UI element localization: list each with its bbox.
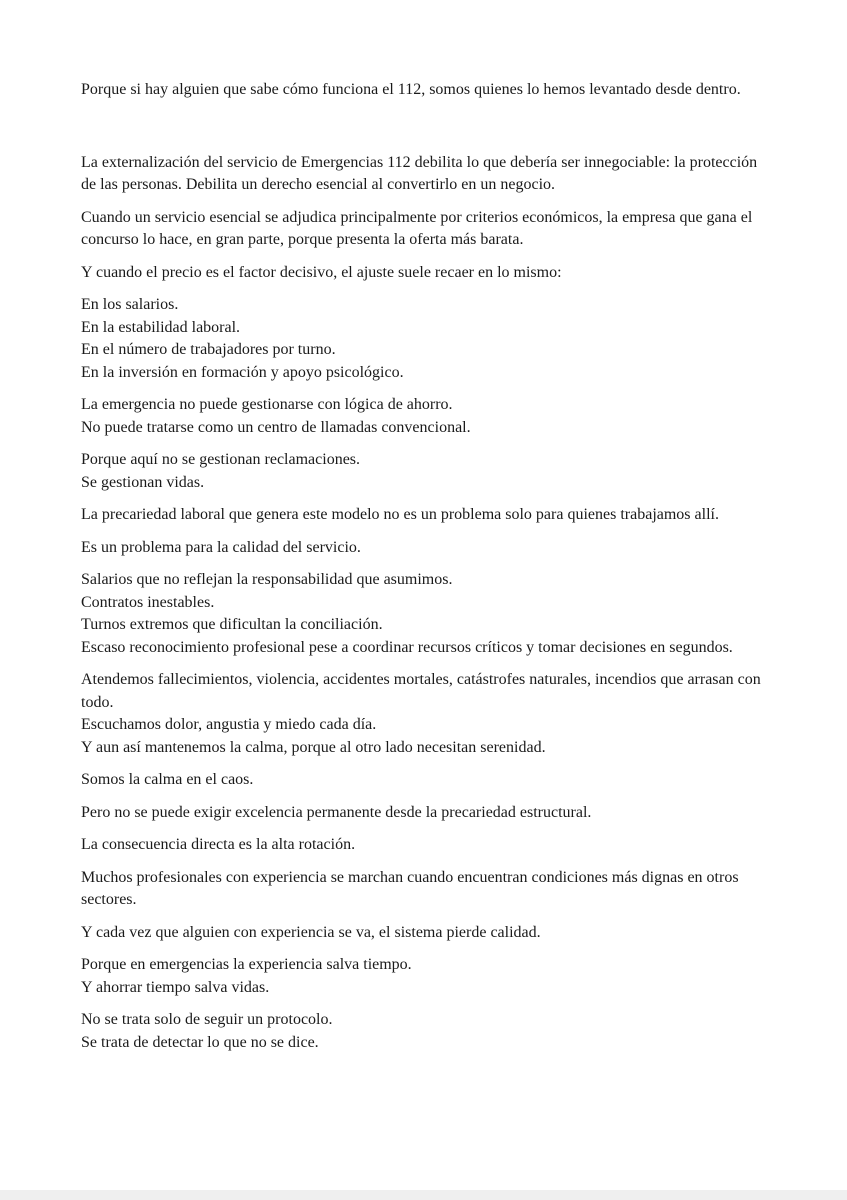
text-line: Porque aquí no se gestionan reclamaciones. (81, 451, 361, 468)
paragraph (81, 207, 771, 252)
text-line: Cuando un servicio esencial se adjudica principalmente por criterios económicos, la empresa que gana el concurso lo hace, en gran parte, porque presenta la oferta más barata. (81, 208, 753, 248)
text-line: Y cada vez que alguien con experiencia se va, el sistema pierde calidad. (81, 923, 541, 941)
text-line: Y ahorrar tiempo salva vidas. (81, 978, 270, 996)
text-line: Contratos inestables. (81, 593, 215, 611)
text-line: Se trata de detectar lo que no se dice. (81, 1033, 319, 1051)
text-line: Muchos profesionales con experiencia se marchan cuando encuentran condiciones más dignas en otros sectores. (81, 868, 739, 908)
paragraph (81, 449, 771, 494)
paragraph (81, 954, 771, 999)
text-line: Turnos extremos que dificultan la conciliación. (81, 616, 383, 633)
text-line: No se trata solo de seguir un protocolo. (81, 1011, 333, 1028)
paragraph (81, 394, 771, 439)
text-line: En el número de trabajadores por turno. (81, 341, 336, 358)
paragraph (81, 537, 771, 560)
text-line: Escuchamos dolor, angustia y miedo cada día. (81, 716, 377, 733)
paragraph (81, 669, 771, 759)
paragraph (81, 769, 771, 792)
text-line: En los salarios. (81, 296, 179, 313)
text-line: Se gestionan vidas. (81, 473, 205, 491)
text-line: La emergencia no puede gestionarse con lógica de ahorro. (81, 396, 453, 413)
text-line: En la estabilidad laboral. (81, 318, 241, 336)
document-body (81, 79, 771, 1064)
text-line: Porque en emergencias la experiencia salva tiempo. (81, 956, 412, 973)
paragraph (81, 504, 771, 527)
text-line: La externalización del servicio de Emergencias 112 debilita lo que debería ser innegociable: la protección de las personas. Debilita un derecho esencial al convertirlo en un negocio. (81, 153, 758, 193)
text-line: No puede tratarse como un centro de llamadas convencional. (81, 418, 471, 436)
text-line: Es un problema para la calidad del servicio. (81, 538, 361, 556)
page-bottom-edge (0, 1190, 847, 1200)
paragraph (81, 834, 771, 857)
text-line: Salarios que no reflejan la responsabilidad que asumimos. (81, 571, 453, 588)
paragraph (81, 867, 771, 912)
text-line: En la inversión en formación y apoyo psicológico. (81, 363, 404, 381)
paragraph (81, 569, 771, 659)
text-line: Escaso reconocimiento profesional pese a coordinar recursos críticos y tomar decisiones en segundos. (81, 638, 733, 656)
text-line: Somos la calma en el caos. (81, 771, 254, 788)
paragraph (81, 1009, 771, 1054)
paragraph (81, 152, 771, 197)
paragraph (81, 262, 771, 285)
text-line: Porque si hay alguien que sabe cómo funciona el 112, somos quienes lo hemos levantado desde dentro. (81, 81, 741, 98)
paragraph (81, 922, 771, 945)
text-line: Y cuando el precio es el factor decisivo, el ajuste suele recaer en lo mismo: (81, 263, 562, 281)
text-line: Atendemos fallecimientos, violencia, accidentes mortales, catástrofes naturales, incendios que arrasan con todo. (81, 671, 761, 711)
text-line: Y aun así mantenemos la calma, porque al otro lado necesitan serenidad. (81, 738, 546, 756)
paragraph (81, 294, 771, 384)
text-line: Pero no se puede exigir excelencia permanente desde la precariedad estructural. (81, 803, 592, 821)
paragraph (81, 802, 771, 825)
text-line: La consecuencia directa es la alta rotación. (81, 836, 356, 853)
text-line: La precariedad laboral que genera este modelo no es un problema solo para quienes trabajamos allí. (81, 506, 719, 523)
paragraph (81, 79, 771, 102)
